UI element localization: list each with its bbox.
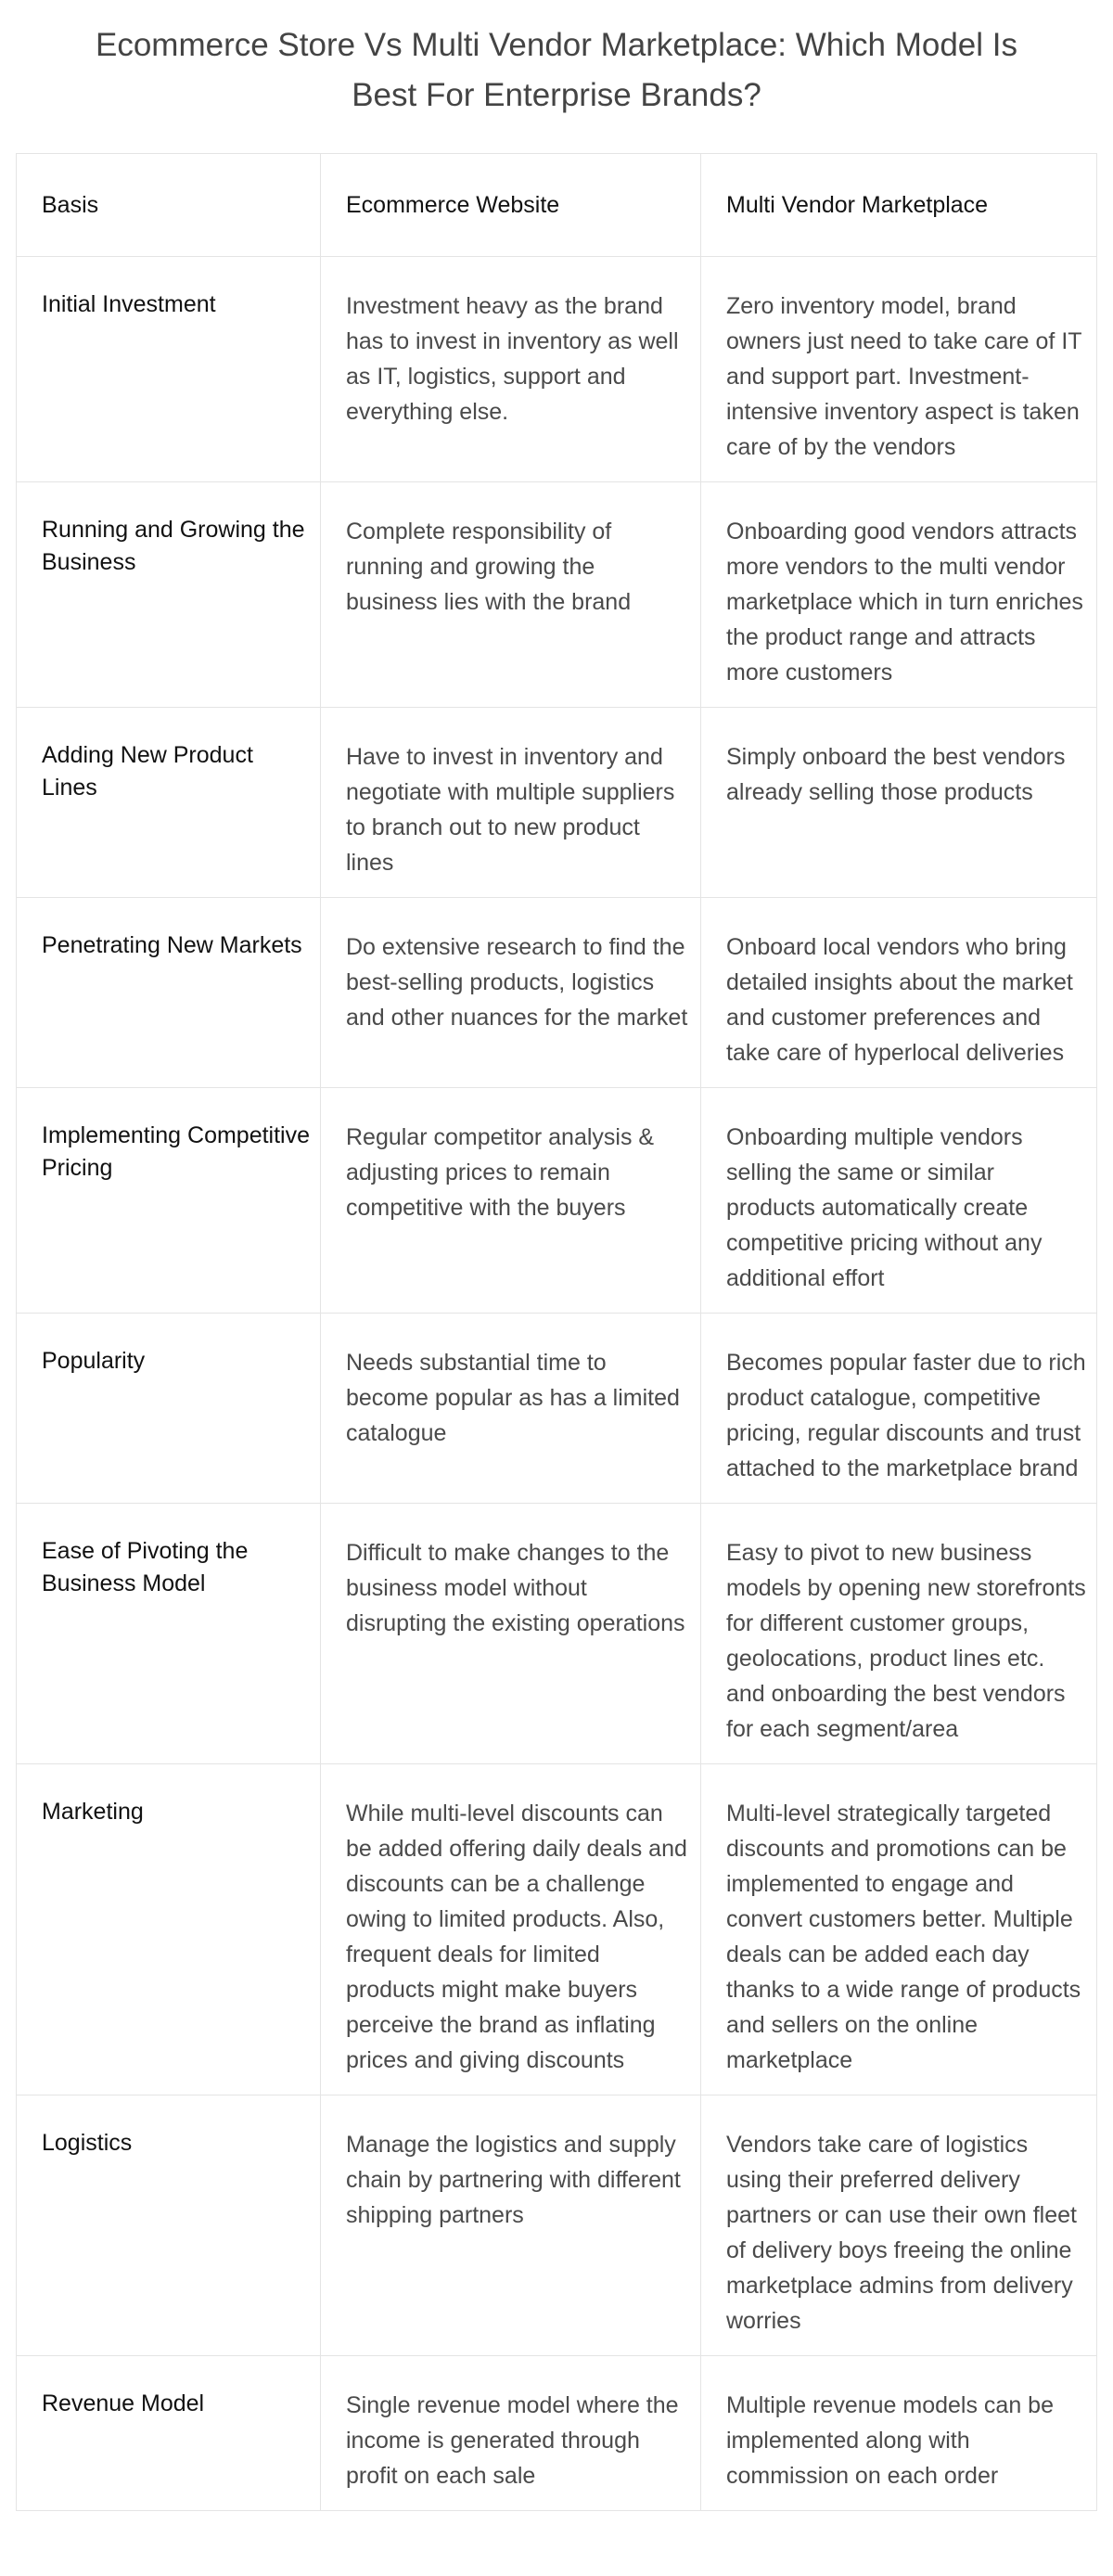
table-row xyxy=(17,2356,1097,2511)
row-basis: Ease of Pivoting the Business Model xyxy=(17,1504,321,1764)
row-basis: Popularity xyxy=(17,1314,321,1504)
row-marketplace-cell: Simply onboard the best vendors already selling those products xyxy=(701,708,1097,898)
row-basis: Marketing xyxy=(17,1764,321,2095)
row-marketplace-cell: Easy to pivot to new business models by opening new storefronts for different customer groups, geolocations, product lines etc. and onboarding the best vendors for each segment/area xyxy=(701,1504,1097,1764)
row-marketplace-cell: Multi-level strategically targeted discounts and promotions can be implemented to engage and convert customers better. Multiple deals can be added each day thanks to a wide range of products and sellers on the online marketplace xyxy=(701,1764,1097,2095)
table-row xyxy=(17,1088,1097,1314)
table-row xyxy=(17,1764,1097,2095)
row-basis: Revenue Model xyxy=(17,2356,321,2511)
row-ecommerce-cell: Have to invest in inventory and negotiate with multiple suppliers to branch out to new product lines xyxy=(321,708,701,898)
header-multi-vendor-marketplace: Multi Vendor Marketplace xyxy=(701,154,1097,257)
row-basis: Penetrating New Markets xyxy=(17,898,321,1088)
table-row xyxy=(17,482,1097,708)
comparison-table xyxy=(16,153,1097,2511)
row-marketplace-cell: Multiple revenue models can be implemented along with commission on each order xyxy=(701,2356,1097,2511)
page-title-line-1: Ecommerce Store Vs Multi Vendor Marketplace: Which Model Is xyxy=(96,27,1017,63)
row-ecommerce-cell: Do extensive research to find the best-selling products, logistics and other nuances for the market xyxy=(321,898,701,1088)
header-ecommerce-website: Ecommerce Website xyxy=(321,154,701,257)
row-marketplace-cell: Vendors take care of logistics using their preferred delivery partners or can use their own fleet of delivery boys freeing the online marketplace admins from delivery worries xyxy=(701,2095,1097,2356)
row-marketplace-cell: Zero inventory model, brand owners just need to take care of IT and support part. Investment-intensive inventory aspect is taken care of by the vendors xyxy=(701,257,1097,482)
row-marketplace-cell: Onboard local vendors who bring detailed insights about the market and customer preferences and take care of hyperlocal deliveries xyxy=(701,898,1097,1088)
row-marketplace-cell: Onboarding good vendors attracts more vendors to the multi vendor marketplace which in turn enriches the product range and attracts more customers xyxy=(701,482,1097,708)
header-basis: Basis xyxy=(17,154,321,257)
page-title xyxy=(0,20,1113,121)
table-row xyxy=(17,1504,1097,1764)
row-ecommerce-cell: Regular competitor analysis & adjusting prices to remain competitive with the buyers xyxy=(321,1088,701,1314)
row-ecommerce-cell: Difficult to make changes to the business model without disrupting the existing operations xyxy=(321,1504,701,1764)
row-basis: Running and Growing the Business xyxy=(17,482,321,708)
row-ecommerce-cell: Complete responsibility of running and growing the business lies with the brand xyxy=(321,482,701,708)
row-basis: Logistics xyxy=(17,2095,321,2356)
page-title-line-2: Best For Enterprise Brands? xyxy=(352,77,761,113)
row-ecommerce-cell: Manage the logistics and supply chain by partnering with different shipping partners xyxy=(321,2095,701,2356)
table-header-row xyxy=(17,154,1097,257)
table-row xyxy=(17,708,1097,898)
row-ecommerce-cell: Single revenue model where the income is generated through profit on each sale xyxy=(321,2356,701,2511)
row-basis: Adding New Product Lines xyxy=(17,708,321,898)
row-basis: Initial Investment xyxy=(17,257,321,482)
table-row xyxy=(17,898,1097,1088)
row-ecommerce-cell: While multi-level discounts can be added offering daily deals and discounts can be a challenge owing to limited products. Also, frequent deals for limited products might make buyers perceive the brand as inflating prices and giving discounts xyxy=(321,1764,701,2095)
row-ecommerce-cell: Needs substantial time to become popular as has a limited catalogue xyxy=(321,1314,701,1504)
table-row xyxy=(17,2095,1097,2356)
row-marketplace-cell: Becomes popular faster due to rich product catalogue, competitive pricing, regular discounts and trust attached to the marketplace brand xyxy=(701,1314,1097,1504)
row-ecommerce-cell: Investment heavy as the brand has to invest in inventory as well as IT, logistics, support and everything else. xyxy=(321,257,701,482)
table-row xyxy=(17,1314,1097,1504)
row-basis: Implementing Competitive Pricing xyxy=(17,1088,321,1314)
table-row xyxy=(17,257,1097,482)
row-marketplace-cell: Onboarding multiple vendors selling the same or similar products automatically create competitive pricing without any additional effort xyxy=(701,1088,1097,1314)
